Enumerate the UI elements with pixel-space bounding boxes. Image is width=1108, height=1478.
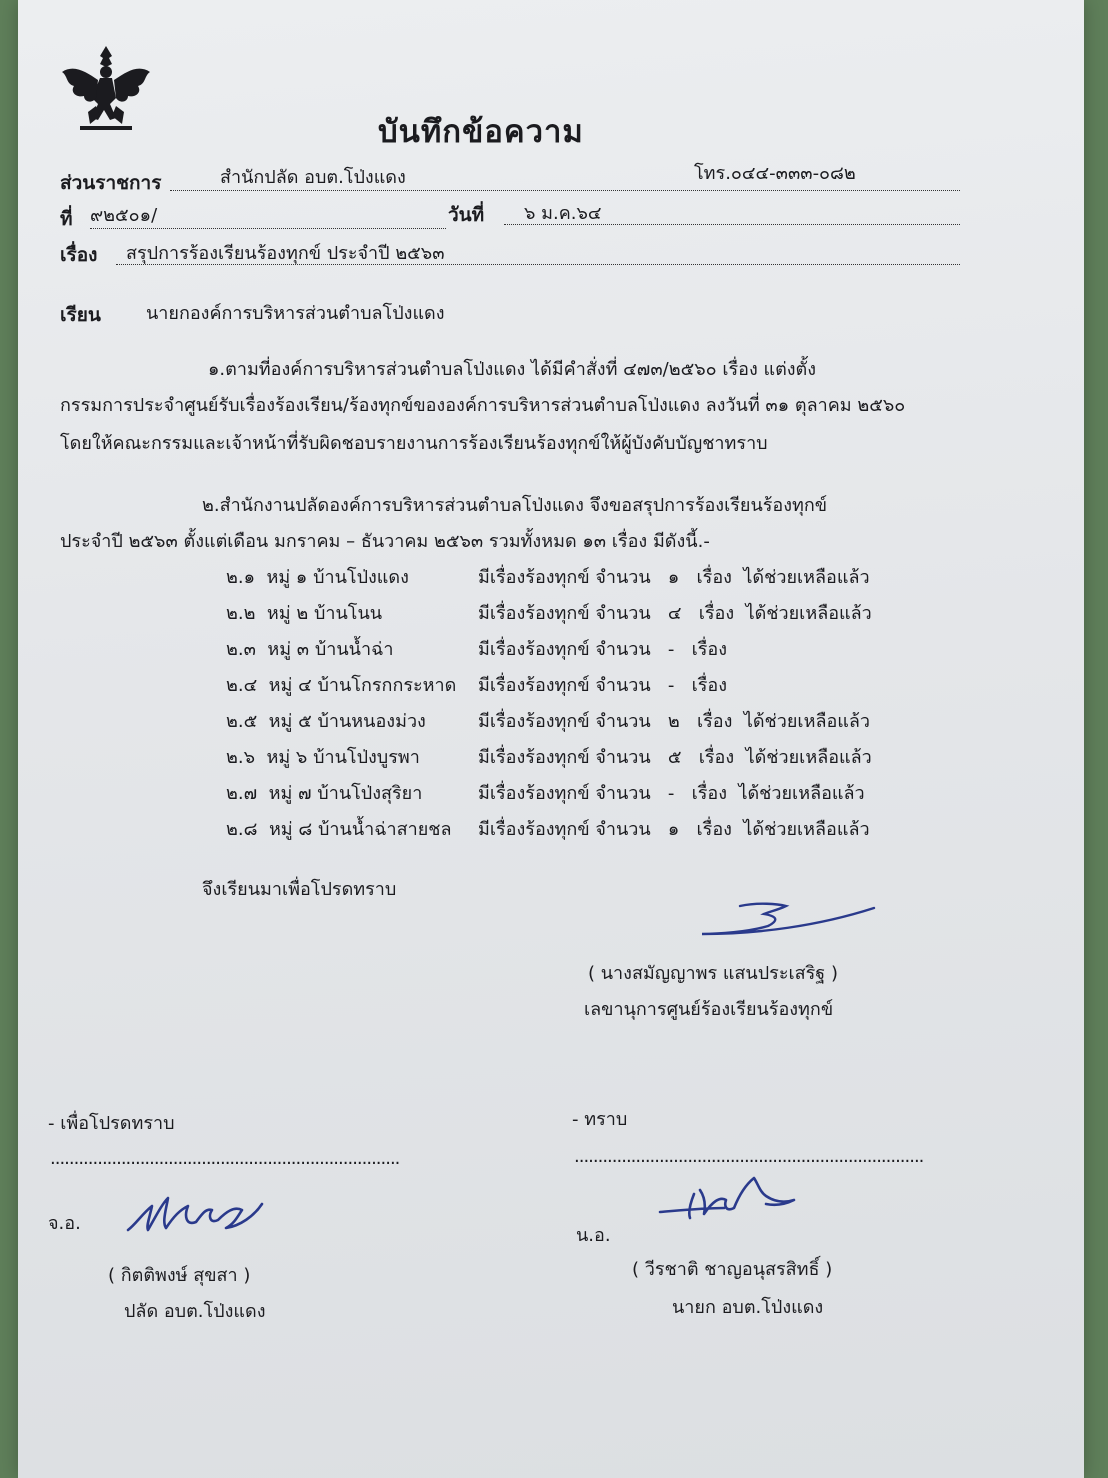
list-item: [226, 814, 452, 843]
palad-note: - เพื่อโปรดทราบ: [48, 1113, 175, 1134]
item-village: หมู่ ๓ บ้านน้ำฉ่า: [267, 639, 394, 660]
item-no: ๒.๗: [226, 783, 258, 804]
list-item: [226, 706, 426, 735]
item-count: ๒: [667, 711, 680, 732]
closing-text: จึงเรียนมาเพื่อโปรดทราบ: [202, 879, 397, 900]
secretary-position: เลขานุการศูนย์ร้องเรียนร้องทุกข์: [584, 999, 834, 1020]
list-item: [226, 778, 422, 807]
subject-label: เรื่อง: [60, 244, 98, 266]
palad-prefix: จ.อ.: [48, 1213, 81, 1234]
item-desc: มีเรื่องร้องทุกข์ จำนวน: [478, 711, 651, 732]
para2-line: ๒.สำนักงานปลัดองค์การบริหารส่วนตำบลโป่งแดง จึงขอสรุปการร้องเรียนร้องทุกข์: [202, 495, 828, 516]
phone-value: โทร.๐๔๔-๓๓๓-๐๘๒: [694, 163, 856, 184]
list-item: [226, 598, 382, 627]
item-status: ได้ช่วยเหลือแล้ว: [743, 567, 870, 588]
item-no: ๒.๔: [226, 675, 258, 696]
no-label: ที่: [60, 208, 73, 230]
item-unit: เรื่อง: [691, 639, 727, 660]
item-status: ได้ช่วยเหลือแล้ว: [738, 783, 865, 804]
memo-title: บันทึกข้อความ: [378, 114, 584, 150]
list-item: [478, 598, 872, 627]
item-desc: มีเรื่องร้องทุกข์ จำนวน: [478, 747, 651, 768]
item-desc: มีเรื่องร้องทุกข์ จำนวน: [478, 783, 651, 804]
item-village: หมู่ ๑ บ้านโป่งแดง: [266, 567, 409, 588]
item-no: ๒.๖: [226, 747, 256, 768]
nayok-position: นายก อบต.โป่งแดง: [672, 1297, 824, 1318]
item-status: ได้ช่วยเหลือแล้ว: [745, 603, 872, 624]
item-village: หมู่ ๘ บ้านน้ำฉ่าสายชล: [268, 819, 452, 840]
item-no: ๒.๑: [226, 567, 256, 588]
nayok-signature-icon: [654, 1170, 804, 1232]
item-status: ได้ช่วยเหลือแล้ว: [743, 711, 871, 732]
list-item: [478, 778, 865, 807]
palad-signature-icon: [122, 1186, 272, 1244]
item-unit: เรื่อง: [696, 567, 732, 588]
secretary-name: ( นางสมัญญาพร แสนประเสริฐ ): [588, 963, 838, 984]
item-desc: มีเรื่องร้องทุกข์ จำนวน: [478, 603, 651, 624]
nayok-note: - ทราบ: [572, 1109, 628, 1130]
item-no: ๒.๕: [226, 711, 258, 732]
nayok-name: ( วีรชาติ ชาญอนุสรสิทธิ์ ): [632, 1259, 833, 1280]
item-desc: มีเรื่องร้องทุกข์ จำนวน: [478, 819, 651, 840]
item-desc: มีเรื่องร้องทุกข์ จำนวน: [478, 675, 651, 696]
item-status: ได้ช่วยเหลือแล้ว: [745, 747, 872, 768]
to-label: เรียน: [60, 304, 101, 326]
list-item: [478, 814, 870, 843]
item-unit: เรื่อง: [691, 675, 727, 696]
item-village: หมู่ ๗ บ้านโป่งสุริยา: [268, 783, 423, 804]
item-count: -: [667, 639, 675, 660]
item-no: ๒.๒: [226, 603, 256, 624]
palad-position: ปลัด อบต.โป่งแดง: [124, 1301, 266, 1322]
item-unit: เรื่อง: [698, 603, 735, 624]
list-item: [478, 634, 727, 663]
palad-dotted-line: ..........................................................................: [50, 1148, 400, 1169]
item-count: ๑: [667, 567, 680, 588]
date-value: ๖ ม.ค.๖๔: [524, 203, 602, 224]
para2-line: ประจำปี ๒๕๖๓ ตั้งแต่เดือน มกราคม – ธันวาคม ๒๕๖๓ รวมทั้งหมด ๑๓ เรื่อง มีดังนี้.-: [60, 531, 710, 552]
item-count: -: [667, 783, 675, 804]
list-item: [478, 562, 870, 591]
item-village: หมู่ ๒ บ้านโนน: [266, 603, 383, 624]
item-unit: เรื่อง: [696, 819, 732, 840]
item-village: หมู่ ๖ บ้านโป่งบูรพา: [266, 747, 420, 768]
item-village: หมู่ ๔ บ้านโกรกกระหาด: [268, 675, 457, 696]
item-status: ได้ช่วยเหลือแล้ว: [743, 819, 870, 840]
garuda-emblem-icon: [58, 42, 154, 134]
date-label: วันที่: [448, 204, 485, 226]
palad-name: ( กิตติพงษ์ สุขสา ): [108, 1265, 251, 1286]
item-count: ๔: [667, 603, 682, 624]
list-item: [226, 634, 393, 663]
item-unit: เรื่อง: [698, 747, 735, 768]
item-desc: มีเรื่องร้องทุกข์ จำนวน: [478, 639, 651, 660]
nayok-prefix: น.อ.: [576, 1225, 611, 1246]
para1-line: ๑.ตามที่องค์การบริหารส่วนตำบลโป่งแดง ได้มีคำสั่งที่ ๔๗๓/๒๕๖๐ เรื่อง แต่งตั้ง: [208, 359, 817, 380]
list-item: [478, 670, 727, 699]
item-desc: มีเรื่องร้องทุกข์ จำนวน: [478, 567, 651, 588]
item-unit: เรื่อง: [691, 783, 727, 804]
item-count: ๕: [667, 747, 682, 768]
item-village: หมู่ ๕ บ้านหนองม่วง: [268, 711, 426, 732]
subject-value: สรุปการร้องเรียนร้องทุกข์ ประจำปี ๒๕๖๓: [126, 243, 445, 264]
para1-line: กรรมการประจำศูนย์รับเรื่องร้องเรียน/ร้องทุกข์ขององค์การบริหารส่วนตำบลโป่งแดง ลงวันที่ ๓๑ ตุลาคม ๒๕๖๐: [60, 395, 906, 416]
list-item: [226, 562, 409, 591]
list-item: [226, 742, 420, 771]
item-count: ๑: [667, 819, 680, 840]
item-no: ๒.๘: [226, 819, 258, 840]
nayok-dotted-line: ..........................................................................: [574, 1146, 924, 1167]
to-value: นายกองค์การบริหารส่วนตำบลโป่งแดง: [146, 303, 445, 324]
para1-line: โดยให้คณะกรรมและเจ้าหน้าที่รับผิดชอบรายงานการร้องเรียนร้องทุกข์ให้ผู้บังคับบัญชาทราบ: [60, 433, 768, 454]
list-item: [478, 742, 872, 771]
item-no: ๒.๓: [226, 639, 256, 660]
dept-label: ส่วนราชการ: [60, 172, 162, 194]
item-count: -: [667, 675, 675, 696]
dept-value: สำนักปลัด อบต.โป่งแดง: [220, 167, 406, 188]
no-value: ๙๒๕๐๑/: [90, 205, 158, 226]
memo-page: [18, 0, 1084, 1478]
item-unit: เรื่อง: [696, 711, 733, 732]
secretary-signature-icon: [698, 896, 878, 944]
list-item: [478, 706, 870, 735]
list-item: [226, 670, 456, 699]
